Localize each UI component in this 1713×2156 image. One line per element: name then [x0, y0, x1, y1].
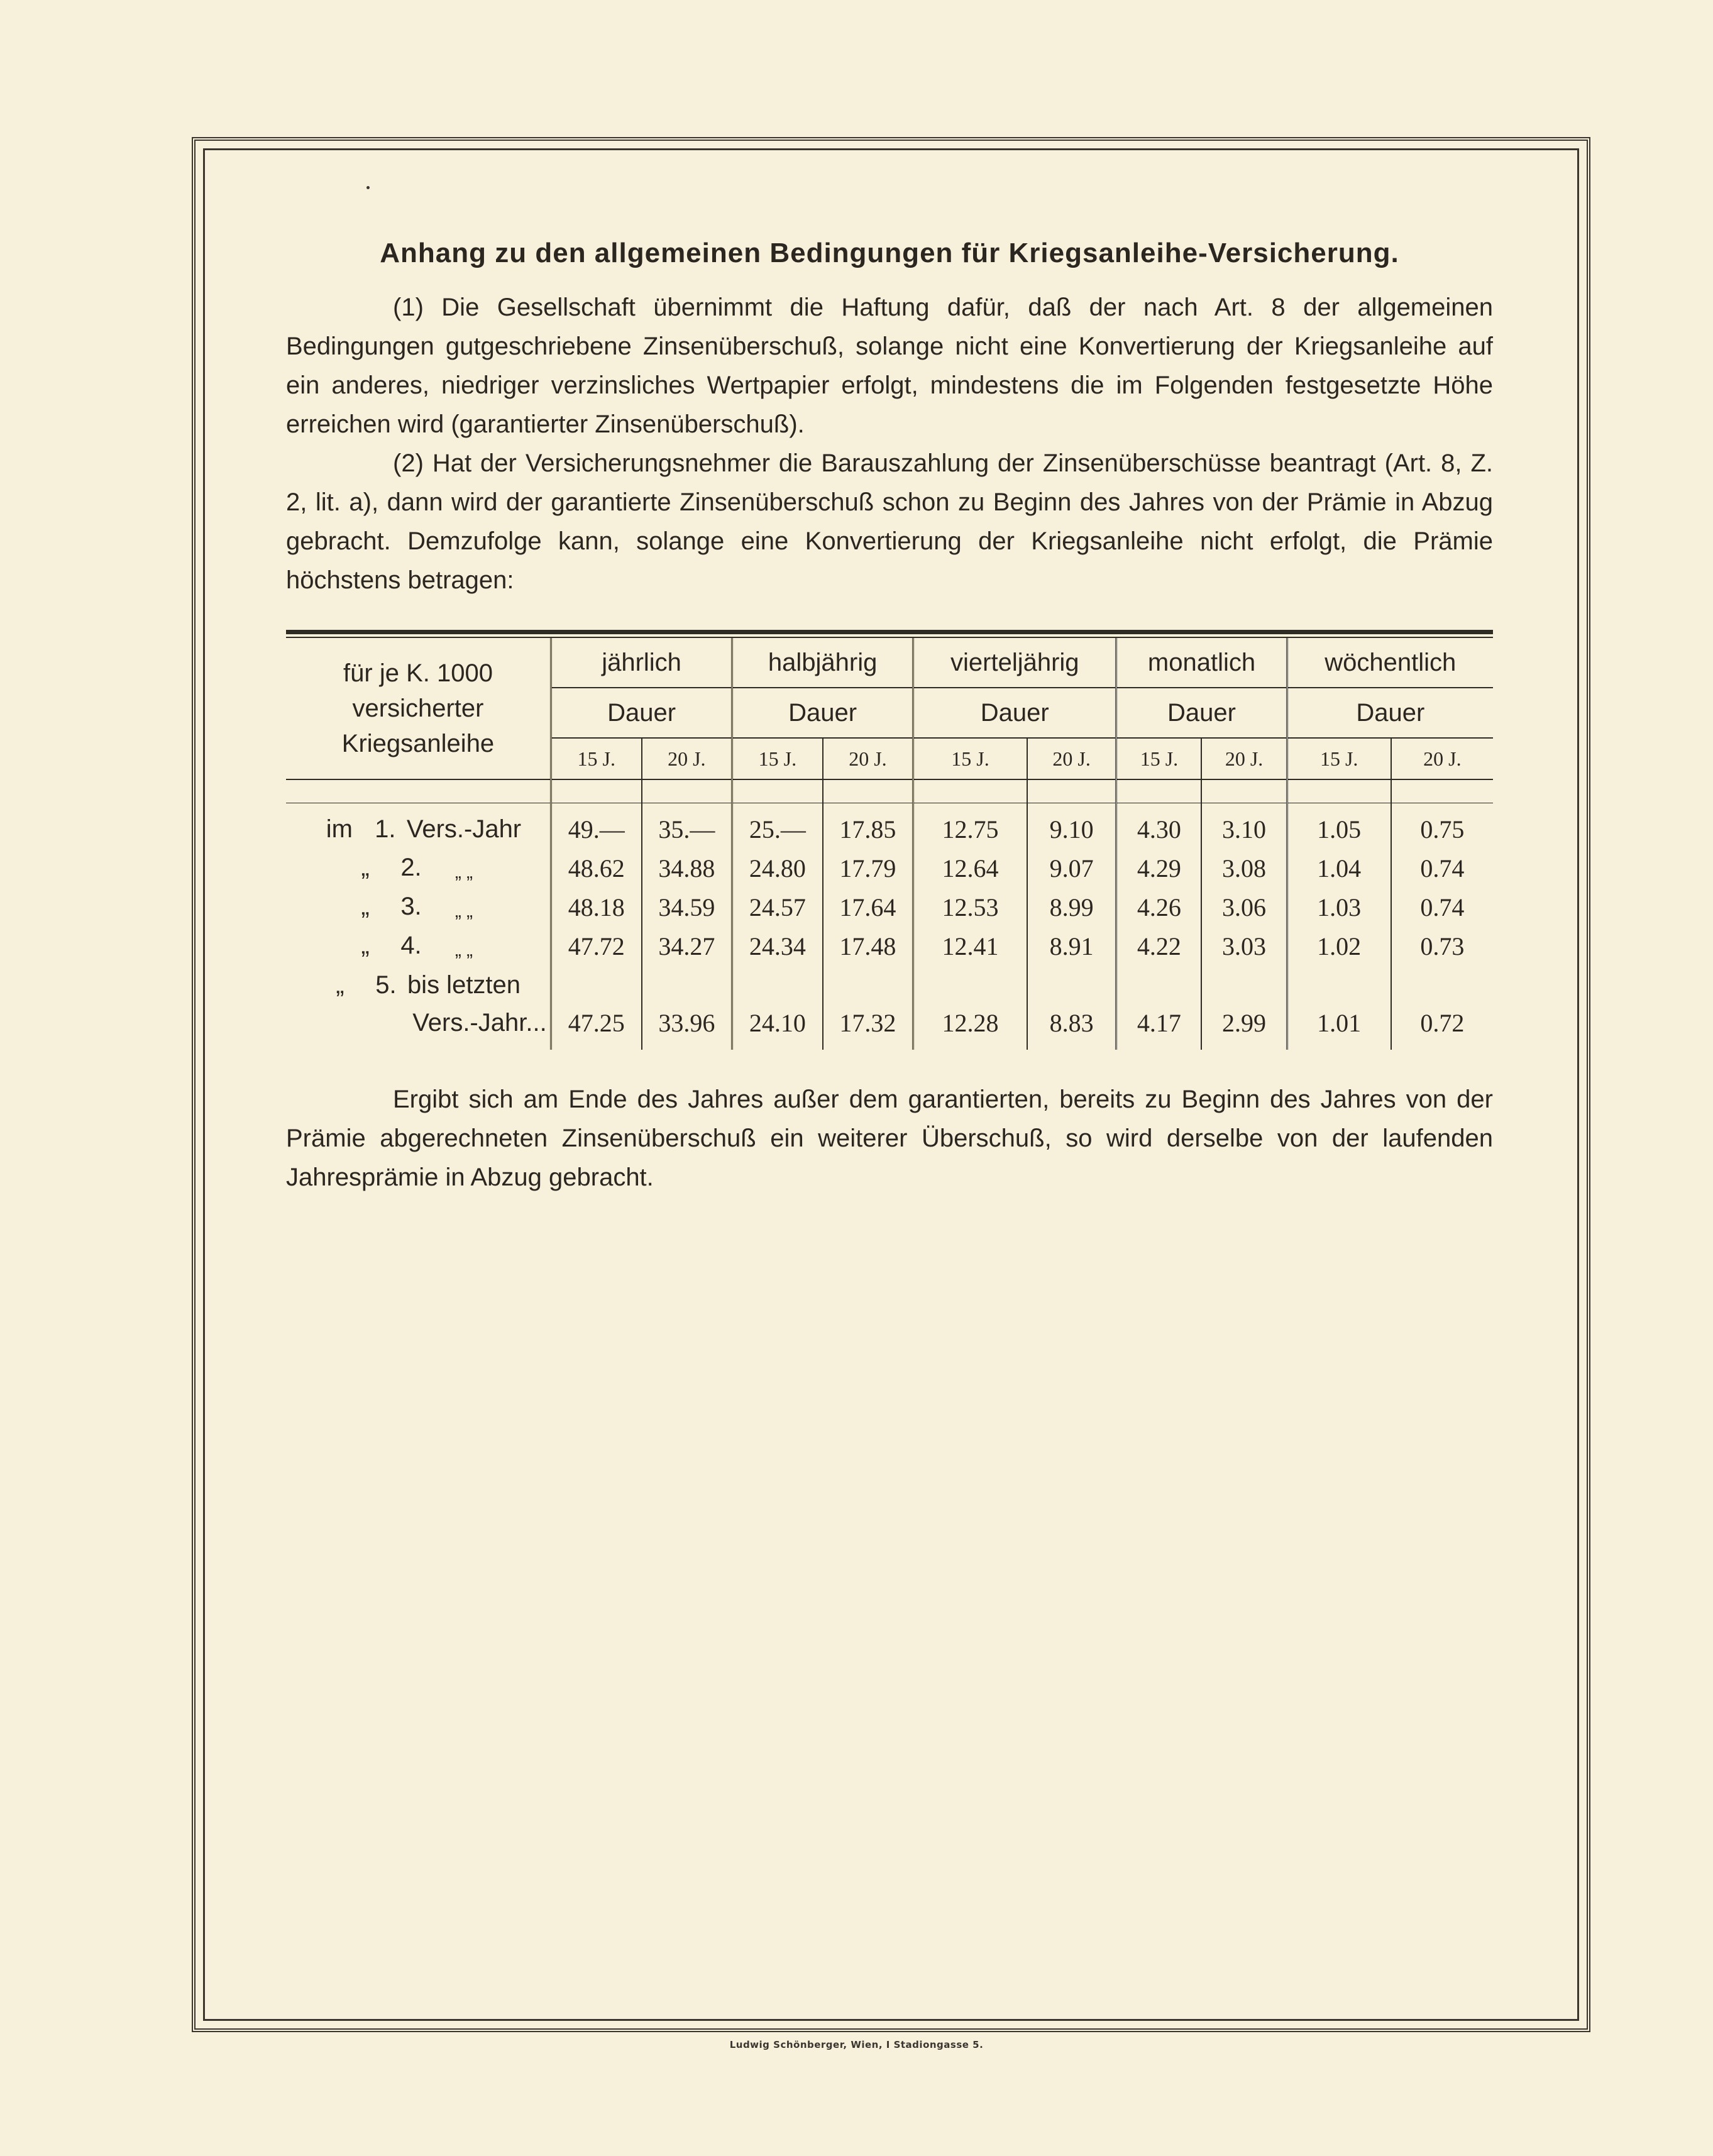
value-cell: 12.41 [913, 927, 1027, 965]
dauer-header: Dauer [913, 688, 1116, 738]
corner-line: für je K. 1000 [343, 659, 493, 687]
value-cell: 17.85 [823, 803, 913, 849]
row-label: im 1. Vers.-Jahr [286, 803, 551, 849]
row-label-continued: Vers.-Jahr... [286, 1004, 551, 1050]
closing-paragraph: Ergibt sich am Ende des Jahres außer dem garantierten, bereits zu Beginn des Jahres von der Prämie abgerechneten Zinsenüberschuß ein weiterer Überschuß, so wird derselbe von der laufenden Jahresprämie in Abzug gebracht. [286, 1086, 1493, 1191]
table-corner-header [286, 638, 551, 779]
value-cell: 4.26 [1116, 888, 1202, 927]
value-cell: 48.18 [551, 888, 642, 927]
premium-table [286, 638, 1493, 1050]
freq-header-jaehrlich: jährlich [551, 638, 732, 688]
row-label: „ 3. „ „ [286, 888, 551, 927]
paragraph-1: (1) Die Gesellschaft übernimmt die Haftung dafür, daß der nach Art. 8 der allgemeinen Bedingungen gutgeschriebene Zinsenüberschuß, solange nicht eine Konvertierung der Kriegsanleihe auf ein anderes, niedriger verzinsliches Wertpapier erfolgt, mindestens die im Folgenden festgesetzte Höhe erreichen wird (garantierter Zinsenüberschuß). [286, 294, 1493, 438]
corner-line: versicherter [352, 695, 484, 722]
duration-header: 15 J. [551, 738, 642, 779]
value-cell: 3.06 [1201, 888, 1287, 927]
table-top-rule [286, 630, 1493, 638]
value-cell: 12.64 [913, 849, 1027, 888]
value-cell: 0.74 [1420, 854, 1465, 883]
value-cell: 1.04 [1287, 849, 1391, 888]
value-cell: 17.79 [823, 849, 913, 888]
ink-dot [366, 186, 370, 189]
value-cell: 34.27 [642, 927, 732, 965]
value-cell: 8.83 [1027, 1004, 1116, 1050]
row-label: „ 4. „ „ [286, 927, 551, 965]
table-row [286, 888, 1493, 927]
dauer-header: Dauer [1116, 688, 1287, 738]
value-cell: 4.29 [1116, 849, 1202, 888]
table-row [286, 927, 1493, 965]
row-label: „ 2. „ „ [286, 849, 551, 888]
value-cell: 49.— [551, 803, 642, 849]
dauer-header: Dauer [1287, 688, 1493, 738]
duration-header: 20 J. [642, 738, 732, 779]
value-cell: 47.72 [551, 927, 642, 965]
duration-header: 15 J. [913, 738, 1027, 779]
value-cell: 0.74 [1420, 893, 1465, 921]
table-row [286, 803, 1493, 849]
value-cell: 12.75 [913, 803, 1027, 849]
value-cell: 24.10 [732, 1004, 823, 1050]
duration-header: 20 J. [1027, 738, 1116, 779]
duration-header: 15 J. [732, 738, 823, 779]
freq-header-halbjaehrig: halbjährig [732, 638, 913, 688]
dauer-header: Dauer [732, 688, 913, 738]
value-cell: 0.73 [1420, 932, 1465, 960]
value-cell: 4.22 [1116, 927, 1202, 965]
value-cell: 35.— [642, 803, 732, 849]
value-cell: 3.03 [1201, 927, 1287, 965]
document-title: Anhang zu den allgemeinen Bedingungen für Kriegsanleihe-Versicherung. [380, 238, 1399, 268]
value-cell: 8.91 [1027, 927, 1116, 965]
dauer-header: Dauer [551, 688, 732, 738]
value-cell: 33.96 [642, 1004, 732, 1050]
duration-header: 20 J. [823, 738, 913, 779]
value-cell: 0.72 [1420, 1008, 1465, 1037]
value-cell: 0.75 [1420, 815, 1465, 844]
corner-line: Kriegsanleihe [341, 730, 495, 757]
value-cell: 4.30 [1116, 803, 1202, 849]
printer-imprint: Ludwig Schönberger, Wien, I Stadiongasse 5. [729, 2039, 984, 2050]
document-body [286, 226, 1493, 1197]
duration-header: 20 J. [1391, 738, 1493, 779]
value-cell: 9.10 [1027, 803, 1116, 849]
value-cell: 25.— [732, 803, 823, 849]
row-label: „ 5. bis letzten [286, 965, 551, 1004]
table-row-label-continued [286, 965, 1493, 1004]
value-cell: 1.02 [1287, 927, 1391, 965]
value-cell: 3.08 [1201, 849, 1287, 888]
value-cell: 9.07 [1027, 849, 1116, 888]
value-cell: 1.03 [1287, 888, 1391, 927]
value-cell: 1.05 [1287, 803, 1391, 849]
value-cell: 17.64 [823, 888, 913, 927]
value-cell: 17.48 [823, 927, 913, 965]
freq-header-vierteljaehrig: vierteljährig [913, 638, 1116, 688]
value-cell: 3.10 [1201, 803, 1287, 849]
duration-header: 20 J. [1201, 738, 1287, 779]
value-cell: 8.99 [1027, 888, 1116, 927]
value-cell: 12.53 [913, 888, 1027, 927]
freq-header-woechentlich: wöchentlich [1287, 638, 1493, 688]
duration-header: 15 J. [1116, 738, 1202, 779]
value-cell: 24.80 [732, 849, 823, 888]
freq-header-monatlich: monatlich [1116, 638, 1287, 688]
value-cell: 1.01 [1287, 1004, 1391, 1050]
table-row [286, 849, 1493, 888]
value-cell: 24.34 [732, 927, 823, 965]
value-cell: 2.99 [1201, 1004, 1287, 1050]
value-cell: 34.88 [642, 849, 732, 888]
value-cell: 17.32 [823, 1004, 913, 1050]
value-cell: 24.57 [732, 888, 823, 927]
value-cell: 34.59 [642, 888, 732, 927]
value-cell: 12.28 [913, 1004, 1027, 1050]
table-row [286, 1004, 1493, 1050]
paragraph-2: (2) Hat der Versicherungsnehmer die Barauszahlung der Zinsenüberschüsse beantragt (Art. 8, Z. 2, lit. a), dann wird der garantierte Zinsenüberschuß schon zu Beginn des Jahres von der Prämie in Abzug gebracht. Demzufolge kann, solange eine Konvertierung der Kriegsanleihe nicht erfolgt, die Prämie höchstens betragen: [286, 449, 1493, 594]
value-cell: 4.17 [1116, 1004, 1202, 1050]
value-cell: 47.25 [551, 1004, 642, 1050]
value-cell: 48.62 [551, 849, 642, 888]
duration-header: 15 J. [1287, 738, 1391, 779]
